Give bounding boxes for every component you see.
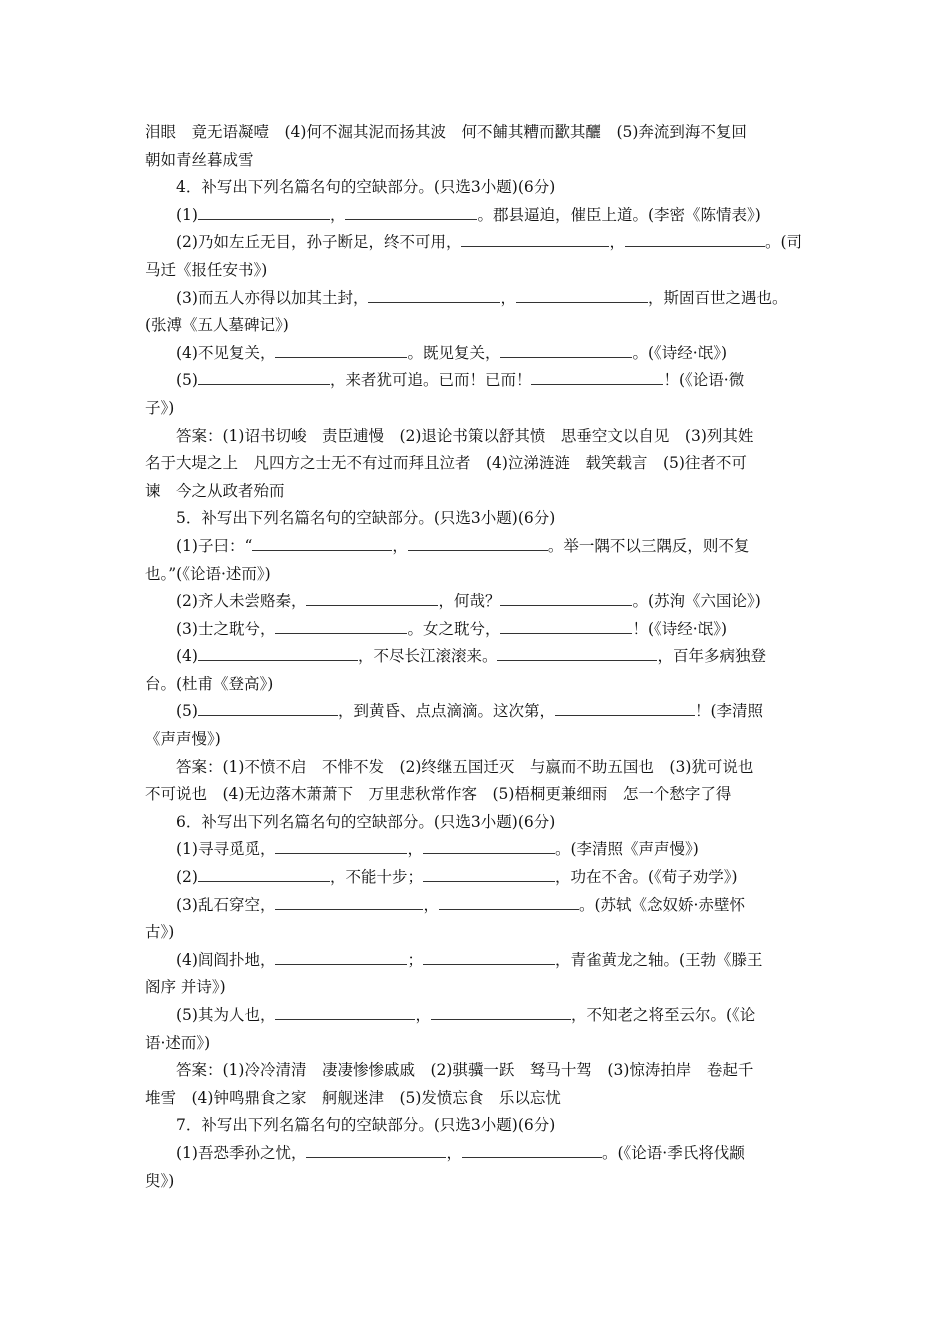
fill-blank[interactable] (198, 698, 338, 716)
q6-item-3: (3)乱石穿空， ， 。(苏轼《念奴娇·赤壁怀 (145, 892, 813, 920)
q5-item-5: (5) ，到黄昏、点点滴滴。这次第， ！(李清照 (145, 698, 813, 726)
document-content (145, 119, 813, 1195)
fill-blank[interactable] (500, 588, 632, 606)
q5-item-5-cont: 《声声慢》) (145, 730, 221, 749)
answer-continuation-line: 泪眼 竟无语凝噎 (4)何不淈其泥而扬其波 何不餔其糟而歠其釃 (5)奔流到海不复回 (145, 123, 747, 141)
q7-item-1-cont: 臾》) (145, 1171, 175, 1190)
fill-blank[interactable] (198, 643, 358, 661)
fill-blank[interactable] (423, 947, 555, 965)
q6-answer-line: 堆雪 (4)钟鸣鼎食之家 舸舰迷津 (5)发愤忘食 乐以忘忧 (145, 1088, 561, 1107)
fill-blank[interactable] (461, 229, 609, 247)
fill-blank[interactable] (408, 533, 548, 551)
fill-blank[interactable] (275, 836, 407, 854)
fill-blank[interactable] (423, 836, 555, 854)
q4-answer-line: 名于大堤之上 凡四方之士无不有过而拜且泣者 (4)泣涕涟涟 载笑载言 (5)往者不可 (145, 454, 747, 473)
q4-item-3-cont: (张溥《五人墓碑记》) (145, 316, 289, 335)
q4-item-5-cont: 子》) (145, 398, 175, 417)
q4-answer-line: 谏 今之从政者殆而 (145, 481, 285, 500)
fill-blank[interactable] (431, 1002, 571, 1020)
fill-blank[interactable] (500, 616, 632, 634)
q5-item-4: (4) ，不尽长江滚滚来。 ，百年多病独登 (145, 643, 813, 671)
q5-answer-line: 不可说也 (4)无边落木萧萧下 万里悲秋常作客 (5)梧桐更兼细雨 怎一个愁字了得 (145, 785, 732, 804)
q6-item-2: (2) ，不能十步； ，功在不舍。(《荀子劝学》) (145, 864, 813, 892)
q4-item-4: (4)不见复关， 。既见复关， 。(《诗经·氓》) (145, 340, 813, 368)
q6-item-1: (1)寻寻觅觅， ， 。(李清照《声声慢》) (145, 836, 813, 864)
question-7-title: 7．补写出下列名篇名句的空缺部分。(只选3小题)(6分) (176, 1116, 556, 1135)
q4-item-5: (5) ，来者犹可追。已而！已而！ ！(《论语·微 (145, 367, 813, 395)
q6-item-5-cont: 语·述而》) (145, 1033, 211, 1052)
q4-item-1: (1) ， 。郡县逼迫，催臣上道。(李密《陈情表》) (145, 202, 813, 230)
fill-blank[interactable] (306, 1140, 446, 1158)
fill-blank[interactable] (500, 340, 632, 358)
question-5-title: 5．补写出下列名篇名句的空缺部分。(只选3小题)(6分) (176, 509, 556, 528)
q5-item-2: (2)齐人未尝赂秦， ，何哉？ 。(苏洵《六国论》) (145, 588, 813, 616)
q4-item-2-cont: 马迁《报任安书》) (145, 260, 268, 279)
q5-item-4-cont: 台。(杜甫《登高》) (145, 674, 274, 693)
q6-item-5: (5)其为人也， ， ，不知老之将至云尔。(《论 (145, 1002, 813, 1030)
q7-item-1: (1)吾恐季孙之忧， ， 。(《论语·季氏将伐颛 (145, 1140, 813, 1168)
q6-item-4: (4)闾阎扑地， ； ，青雀黄龙之轴。(王勃《滕王 (145, 947, 813, 975)
fill-blank[interactable] (275, 340, 407, 358)
fill-blank[interactable] (198, 202, 330, 220)
q6-item-3-cont: 古》) (145, 923, 175, 942)
fill-blank[interactable] (625, 229, 765, 247)
q5-item-1: (1)子曰：“ ， 。举一隅不以三隅反，则不复 (145, 533, 813, 561)
question-6-title: 6．补写出下列名篇名句的空缺部分。(只选3小题)(6分) (176, 812, 556, 831)
fill-blank[interactable] (368, 285, 500, 303)
fill-blank[interactable] (423, 864, 555, 882)
q4-item-3: (3)而五人亦得以加其土封， ， ，斯固百世之遇也。 (145, 285, 813, 313)
fill-blank[interactable] (439, 892, 579, 910)
q6-answer: 答案：(1)冷冷清清 凄凄惨惨戚戚 (2)骐骥一跃 驽马十驾 (3)惊涛拍岸 卷起千 (176, 1061, 754, 1080)
fill-blank[interactable] (497, 643, 657, 661)
fill-blank[interactable] (275, 616, 407, 634)
q4-answer: 答案：(1)诏书切峻 责臣逋慢 (2)退论书策以舒其愤 思垂空文以自见 (3)列其姓 (176, 426, 754, 445)
fill-blank[interactable] (275, 947, 407, 965)
fill-blank[interactable] (198, 864, 330, 882)
fill-blank[interactable] (462, 1140, 602, 1158)
fill-blank[interactable] (555, 698, 695, 716)
fill-blank[interactable] (531, 367, 663, 385)
q4-item-2: (2)乃如左丘无目，孙子断足，终不可用， ， 。(司 (145, 229, 813, 257)
q5-item-3: (3)士之耽兮， 。女之耽兮， ！(《诗经·氓》) (145, 616, 813, 644)
fill-blank[interactable] (252, 533, 392, 551)
fill-blank[interactable] (516, 285, 648, 303)
q5-item-1-cont: 也。”(《论语·述而》) (145, 564, 271, 583)
q5-answer: 答案：(1)不愤不启 不悱不发 (2)终继五国迁灭 与嬴而不助五国也 (3)犹可说也 (176, 757, 754, 776)
fill-blank[interactable] (198, 367, 330, 385)
answer-continuation-line: 朝如青丝暮成雪 (145, 150, 254, 169)
fill-blank[interactable] (275, 892, 423, 910)
fill-blank[interactable] (306, 588, 438, 606)
q6-item-4-cont: 阁序 并诗》) (145, 978, 226, 997)
question-4-title: 4．补写出下列名篇名句的空缺部分。(只选3小题)(6分) (176, 178, 556, 197)
fill-blank[interactable] (275, 1002, 415, 1020)
fill-blank[interactable] (345, 202, 477, 220)
